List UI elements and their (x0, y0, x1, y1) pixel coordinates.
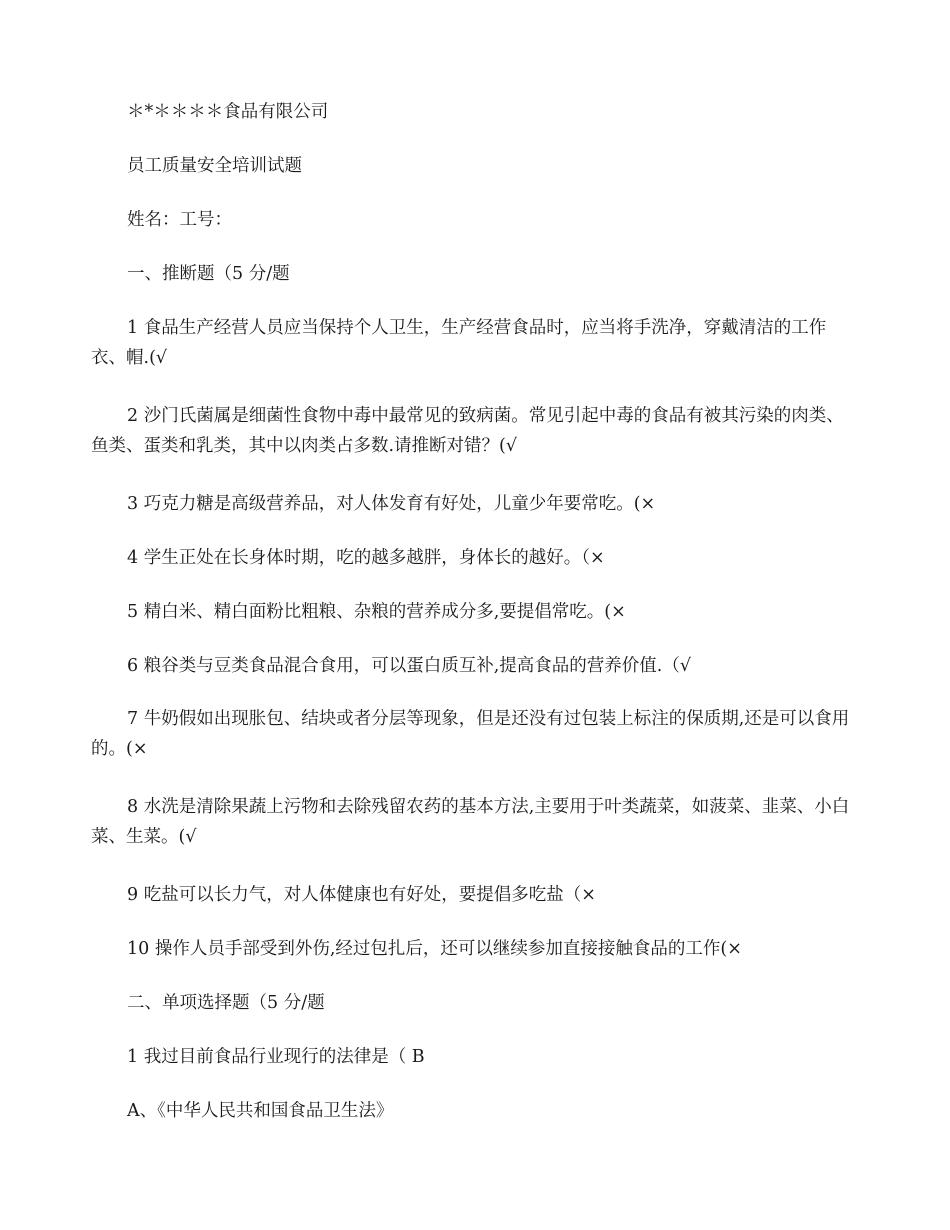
question-item: 8 水洗是清除果蔬上污物和去除残留农药的基本方法,主要用于叶类蔬菜，如菠菜、韭菜、小白菜、生菜。(√ (91, 797, 850, 847)
question-item: 1 食品生产经营人员应当保持个人卫生，生产经营食品时，应当将手洗净，穿戴清洁的工作衣、帽.(√ (91, 318, 827, 368)
section-1-heading: 一、推断题（5 分/题 (127, 264, 290, 284)
question-item: 5 精白米、精白面粉比粗粮、杂粮的营养成分多,要提倡常吃。(× (127, 602, 626, 622)
document-title: 员工质量安全培训试题 (127, 156, 302, 176)
section-2-heading: 二、单项选择题（5 分/题 (127, 993, 325, 1013)
choice-question: 1 我过目前食品行业现行的法律是（ B (127, 1047, 425, 1067)
question-item: 3 巧克力糖是高级营养品，对人体发育有好处，儿童少年要常吃。(× (127, 494, 656, 514)
question-item: 4 学生正处在长身体时期，吃的越多越胖，身体长的越好。（× (127, 548, 605, 568)
choice-option-a: A、《中华人民共和国食品卫生法》 (127, 1101, 394, 1121)
question-item: 7 牛奶假如出现胀包、结块或者分层等现象，但是还没有过包装上标注的保质期,还是可以食用的。(× (91, 709, 850, 759)
question-item: 9 吃盐可以长力气，对人体健康也有好处，要提倡多吃盐（× (127, 885, 596, 905)
company-name: ＊*＊＊＊＊食品有限公司 (127, 102, 329, 122)
question-item: 6 粮谷类与豆类食品混合食用，可以蛋白质互补,提高食品的营养价值.（√ (127, 656, 691, 676)
name-id-fields: 姓名：工号： (127, 210, 232, 230)
question-item: 2 沙门氏菌属是细菌性食物中毒中最常见的致病菌。常见引起中毒的食品有被其污染的肉类、鱼类、蛋类和乳类，其中以肉类占多数.请推断对错？(√ (91, 406, 844, 456)
question-item: 10 操作人员手部受到外伤,经过包扎后，还可以继续参加直接接触食品的工作(× (127, 939, 742, 959)
